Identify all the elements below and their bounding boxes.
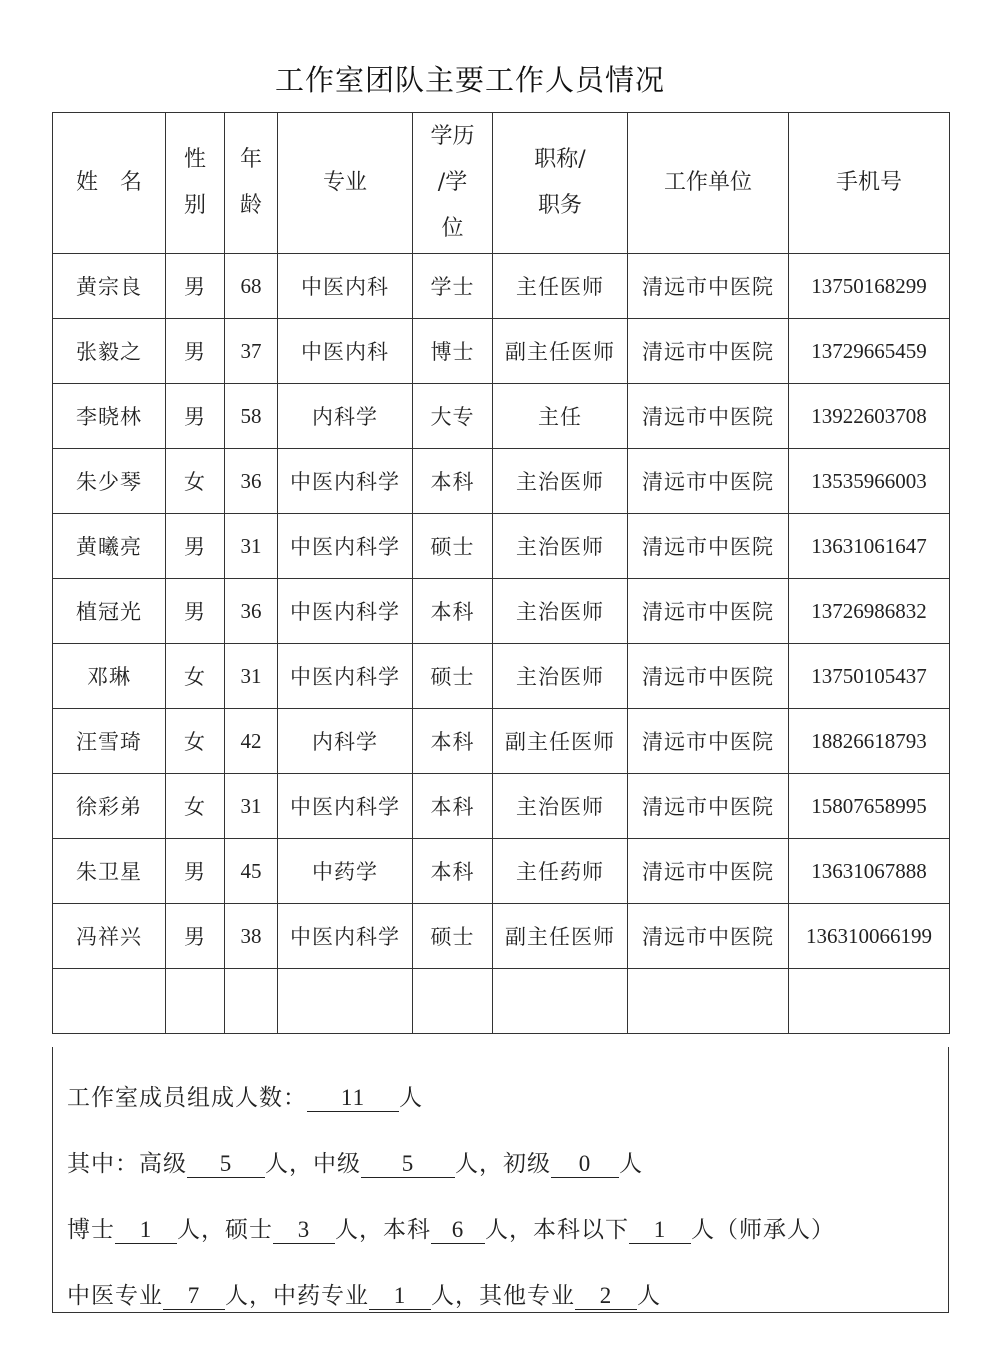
cell-degree: 本科: [413, 839, 493, 904]
cell-age: 31: [225, 774, 278, 839]
cell-workplace: 清远市中医院: [628, 254, 789, 319]
cell-phone: 13726986832: [789, 579, 950, 644]
page-title: 工作室团队主要工作人员情况: [274, 63, 665, 97]
cell-title: 主治医师: [493, 644, 628, 709]
cell-age: 37: [225, 319, 278, 384]
doctor-count: 1: [115, 1217, 177, 1244]
person-unit: 人: [399, 1085, 423, 1111]
cell-title: 主任药师: [493, 839, 628, 904]
cell-name: 邓琳: [53, 644, 166, 709]
senior-label: 其中：高级: [67, 1151, 187, 1177]
cell-title: 主治医师: [493, 579, 628, 644]
cell-name: 徐彩弟: [53, 774, 166, 839]
cell-phone: 13750105437: [789, 644, 950, 709]
total-label: 工作室成员组成人数：: [67, 1085, 307, 1111]
tcm-count: 7: [163, 1283, 225, 1310]
cell-gender: 男: [166, 839, 225, 904]
cell-name: 黄曦亮: [53, 514, 166, 579]
total-count: 11: [307, 1085, 399, 1112]
cell-gender: [166, 969, 225, 1034]
person-unit: 人: [619, 1151, 643, 1177]
cell-degree: 博士: [413, 319, 493, 384]
cell-name: 汪雪琦: [53, 709, 166, 774]
cell-age: 36: [225, 449, 278, 514]
cell-phone: 13631067888: [789, 839, 950, 904]
cell-workplace: [628, 969, 789, 1034]
cell-degree: 硕士: [413, 644, 493, 709]
table-row: [53, 449, 950, 514]
cell-age: [225, 969, 278, 1034]
cell-phone: 13750168299: [789, 254, 950, 319]
cell-degree: 本科: [413, 709, 493, 774]
cell-degree: 学士: [413, 254, 493, 319]
cell-phone: 13535966003: [789, 449, 950, 514]
cell-phone: 13729665459: [789, 319, 950, 384]
cell-degree: 硕士: [413, 904, 493, 969]
cell-workplace: 清远市中医院: [628, 384, 789, 449]
cell-title: 主治医师: [493, 514, 628, 579]
bachelor-count: 6: [431, 1217, 485, 1244]
cell-major: 中药学: [278, 839, 413, 904]
pharm-count: 1: [369, 1283, 431, 1310]
below-label: 人，本科以下: [485, 1217, 629, 1243]
cell-major: 中医内科学: [278, 514, 413, 579]
cell-name: 朱少琴: [53, 449, 166, 514]
table-row: [53, 839, 950, 904]
cell-gender: 男: [166, 384, 225, 449]
cell-age: 31: [225, 514, 278, 579]
master-count: 3: [273, 1217, 335, 1244]
junior-label: 人，初级: [455, 1151, 551, 1177]
below-suffix: 人（师承人）: [691, 1217, 835, 1243]
cell-major: 中医内科学: [278, 904, 413, 969]
table-row: [53, 514, 950, 579]
cell-gender: 女: [166, 709, 225, 774]
cell-major: 内科学: [278, 709, 413, 774]
summary-specialty-line: [67, 1277, 661, 1310]
cell-phone: 136310066199: [789, 904, 950, 969]
cell-age: 42: [225, 709, 278, 774]
cell-name: 李晓林: [53, 384, 166, 449]
cell-gender: 女: [166, 449, 225, 514]
table-row: [53, 254, 950, 319]
cell-name: 黄宗良: [53, 254, 166, 319]
cell-major: [278, 969, 413, 1034]
summary-total-line: [67, 1079, 423, 1112]
cell-title: 主治医师: [493, 449, 628, 514]
senior-count: 5: [187, 1151, 265, 1178]
cell-degree: 本科: [413, 449, 493, 514]
staff-table: [52, 112, 950, 1034]
cell-name: [53, 969, 166, 1034]
cell-title: 副主任医师: [493, 709, 628, 774]
cell-degree: 本科: [413, 579, 493, 644]
cell-workplace: 清远市中医院: [628, 904, 789, 969]
cell-phone: 13922603708: [789, 384, 950, 449]
cell-phone: [789, 969, 950, 1034]
master-label: 人，硕士: [177, 1217, 273, 1243]
cell-degree: [413, 969, 493, 1034]
table-row: [53, 319, 950, 384]
header-major: 专业: [278, 113, 413, 254]
doctor-label: 博士: [67, 1217, 115, 1243]
cell-workplace: 清远市中医院: [628, 449, 789, 514]
cell-workplace: 清远市中医院: [628, 839, 789, 904]
cell-phone: 18826618793: [789, 709, 950, 774]
other-label: 人，其他专业: [431, 1283, 575, 1309]
cell-workplace: 清远市中医院: [628, 709, 789, 774]
cell-major: 中医内科: [278, 319, 413, 384]
cell-title: 主任医师: [493, 254, 628, 319]
cell-gender: 男: [166, 579, 225, 644]
cell-degree: 硕士: [413, 514, 493, 579]
cell-gender: 男: [166, 254, 225, 319]
cell-major: 中医内科学: [278, 774, 413, 839]
header-degree: 学历 /学 位: [413, 113, 493, 254]
cell-age: 38: [225, 904, 278, 969]
header-title: 职称/ 职务: [493, 113, 628, 254]
header-phone: 手机号: [789, 113, 950, 254]
junior-count: 0: [551, 1151, 619, 1178]
below-count: 1: [629, 1217, 691, 1244]
cell-name: 朱卫星: [53, 839, 166, 904]
cell-age: 31: [225, 644, 278, 709]
cell-major: 中医内科学: [278, 449, 413, 514]
pharm-label: 人，中药专业: [225, 1283, 369, 1309]
cell-title: 主治医师: [493, 774, 628, 839]
cell-gender: 男: [166, 514, 225, 579]
cell-major: 中医内科学: [278, 579, 413, 644]
cell-major: 中医内科: [278, 254, 413, 319]
summary-rank-line: [67, 1145, 643, 1178]
cell-gender: 女: [166, 644, 225, 709]
cell-name: 植冠光: [53, 579, 166, 644]
cell-major: 内科学: [278, 384, 413, 449]
table-row: [53, 644, 950, 709]
tcm-label: 中医专业: [67, 1283, 163, 1309]
table-row: [53, 384, 950, 449]
table-row: [53, 709, 950, 774]
cell-workplace: 清远市中医院: [628, 514, 789, 579]
mid-count: 5: [361, 1151, 455, 1178]
cell-name: 张毅之: [53, 319, 166, 384]
cell-gender: 男: [166, 904, 225, 969]
table-header-row: [53, 113, 950, 254]
header-gender: 性 别: [166, 113, 225, 254]
header-age: 年 龄: [225, 113, 278, 254]
cell-age: 36: [225, 579, 278, 644]
cell-age: 68: [225, 254, 278, 319]
summary-box: [52, 1047, 949, 1313]
header-workplace: 工作单位: [628, 113, 789, 254]
bachelor-label: 人，本科: [335, 1217, 431, 1243]
cell-age: 45: [225, 839, 278, 904]
cell-phone: 13631061647: [789, 514, 950, 579]
table-row: [53, 774, 950, 839]
cell-gender: 男: [166, 319, 225, 384]
cell-title: [493, 969, 628, 1034]
cell-workplace: 清远市中医院: [628, 319, 789, 384]
cell-name: 冯祥兴: [53, 904, 166, 969]
cell-workplace: 清远市中医院: [628, 644, 789, 709]
cell-degree: 本科: [413, 774, 493, 839]
cell-degree: 大专: [413, 384, 493, 449]
cell-age: 58: [225, 384, 278, 449]
cell-workplace: 清远市中医院: [628, 774, 789, 839]
cell-title: 主任: [493, 384, 628, 449]
cell-workplace: 清远市中医院: [628, 579, 789, 644]
table-row-empty: [53, 969, 950, 1034]
cell-title: 副主任医师: [493, 319, 628, 384]
cell-major: 中医内科学: [278, 644, 413, 709]
header-name: 姓 名: [53, 113, 166, 254]
cell-gender: 女: [166, 774, 225, 839]
table-row: [53, 579, 950, 644]
summary-degree-line: [67, 1211, 835, 1244]
table-row: [53, 904, 950, 969]
mid-label: 人，中级: [265, 1151, 361, 1177]
cell-title: 副主任医师: [493, 904, 628, 969]
other-count: 2: [575, 1283, 637, 1310]
person-unit: 人: [637, 1283, 661, 1309]
cell-phone: 15807658995: [789, 774, 950, 839]
